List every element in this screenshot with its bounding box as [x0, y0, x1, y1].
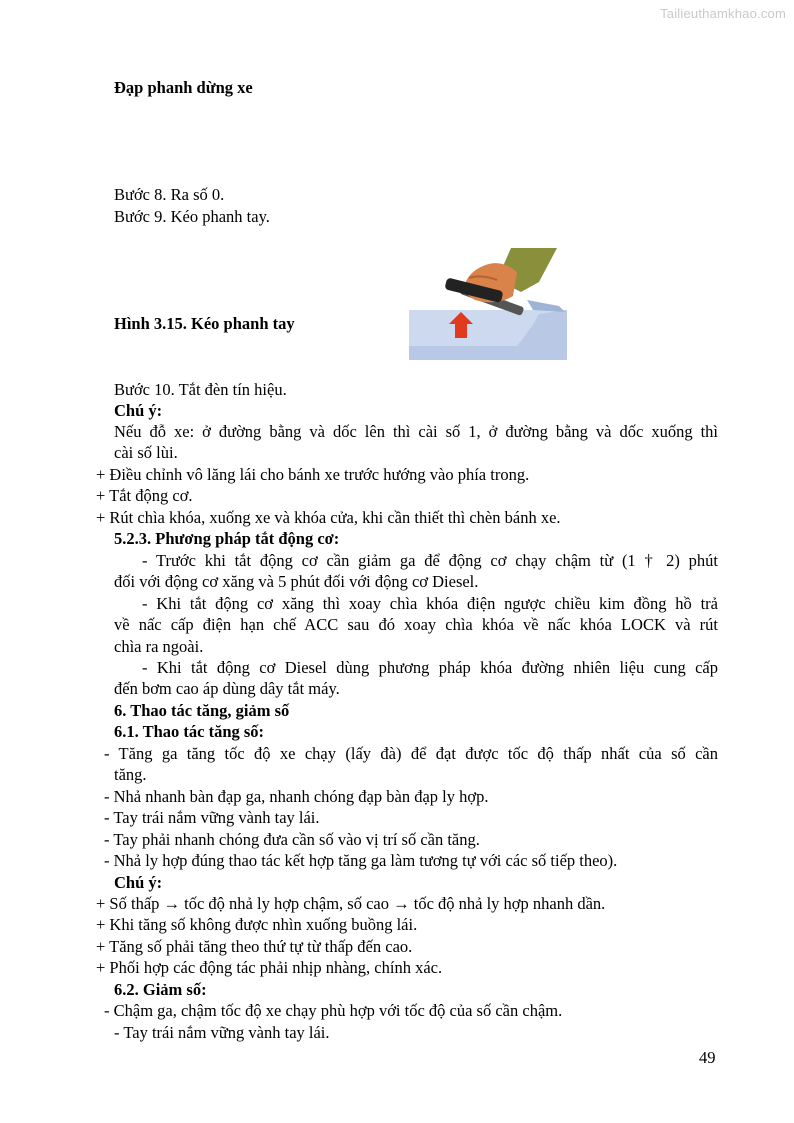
handbrake-illustration: [409, 248, 567, 360]
para-5-2-3-1-line-1: - Trước khi tắt động cơ cần giảm ga để động cơ chạy chậm từ (1 † 2) phút: [142, 551, 718, 570]
s61-item: - Nhả ly hợp đúng thao tác kết hợp tăng ga làm tương tự với các số tiếp theo).: [104, 851, 618, 870]
para-5-2-3-2-line-3: chìa ra ngoài.: [114, 637, 204, 656]
note-1-item: + Rút chìa khóa, xuống xe và khóa cửa, khi cần thiết thì chèn bánh xe.: [96, 508, 561, 527]
note-1-item: + Tắt động cơ.: [96, 486, 193, 505]
s61-item: - Tay trái nắm vững vành tay lái.: [104, 808, 320, 827]
para-5-2-3-3-line-2: đến bơm cao áp dùng dây tắt máy.: [114, 679, 340, 698]
para-5-2-3-2-line-1: - Khi tắt động cơ xăng thì xoay chìa khóa điện ngược chiều kim đồng hồ trả: [142, 594, 718, 613]
note-1-text-line-2: cài số lùi.: [114, 443, 178, 462]
note-1-text-line-1: Nếu đỗ xe: ở đường bằng và dốc lên thì cài số 1, ở đường bằng và dốc xuống thì: [114, 422, 718, 441]
note-2-item: + Khi tăng số không được nhìn xuống buồng lái.: [96, 915, 418, 934]
section-6-1-heading: 6.1. Thao tác tăng số:: [114, 722, 265, 741]
handbrake-figure: [409, 248, 567, 360]
note-2-item: + Phối hợp các động tác phải nhịp nhàng, chính xác.: [96, 958, 443, 977]
note-1-item: + Điều chỉnh vô lăng lái cho bánh xe trước hướng vào phía trong.: [96, 465, 530, 484]
note-2-title: Chú ý:: [114, 873, 163, 892]
note-1-title: Chú ý:: [114, 401, 163, 420]
s61-item-1-line-2: tăng.: [114, 765, 147, 784]
s61-item: - Nhả nhanh bàn đạp ga, nhanh chóng đạp bàn đạp ly hợp.: [104, 787, 489, 806]
para-5-2-3-3-line-1: - Khi tắt động cơ Diesel dùng phương pháp khóa đường nhiên liệu cung cấp: [142, 658, 718, 677]
section-6-2-heading: 6.2. Giảm số:: [114, 980, 207, 999]
para-5-2-3-2-line-2: về nấc cấp điện hạn chế ACC sau đó xoay chìa khóa về nấc khóa LOCK và rút: [114, 615, 718, 634]
note-2-item: + Số thấp → tốc độ nhả ly hợp chậm, số cao → tốc độ nhả ly hợp nhanh dần.: [96, 894, 606, 913]
section-5-2-3-heading: 5.2.3. Phương pháp tắt động cơ:: [114, 529, 340, 548]
page-number: 49: [699, 1048, 716, 1067]
para-5-2-3-1-line-2: đối với động cơ xăng và 5 phút đối với động cơ Diesel.: [114, 572, 479, 591]
figure-caption: Hình 3.15. Kéo phanh tay: [114, 314, 295, 333]
s61-item-1-line-1: - Tăng ga tăng tốc độ xe chạy (lấy đà) để đạt được tốc độ thấp nhất của số cần: [104, 744, 718, 763]
s61-item: - Tay phải nhanh chóng đưa cần số vào vị trí số cần tăng.: [104, 830, 480, 849]
heading-brake: Đạp phanh dừng xe: [114, 78, 253, 97]
s62-item: - Tay trái nắm vững vành tay lái.: [114, 1023, 330, 1042]
section-6-heading: 6. Thao tác tăng, giảm số: [114, 701, 290, 720]
step-9: Bước 9. Kéo phanh tay.: [114, 207, 270, 226]
s62-item: - Chậm ga, chậm tốc độ xe chạy phù hợp với tốc độ của số cần chậm.: [104, 1001, 563, 1020]
step-8: Bước 8. Ra số 0.: [114, 185, 225, 204]
note-2-item: + Tăng số phải tăng theo thứ tự từ thấp đến cao.: [96, 937, 413, 956]
watermark: Tailieuthamkhao.com: [660, 6, 786, 21]
step-10: Bước 10. Tắt đèn tín hiệu.: [114, 380, 287, 399]
